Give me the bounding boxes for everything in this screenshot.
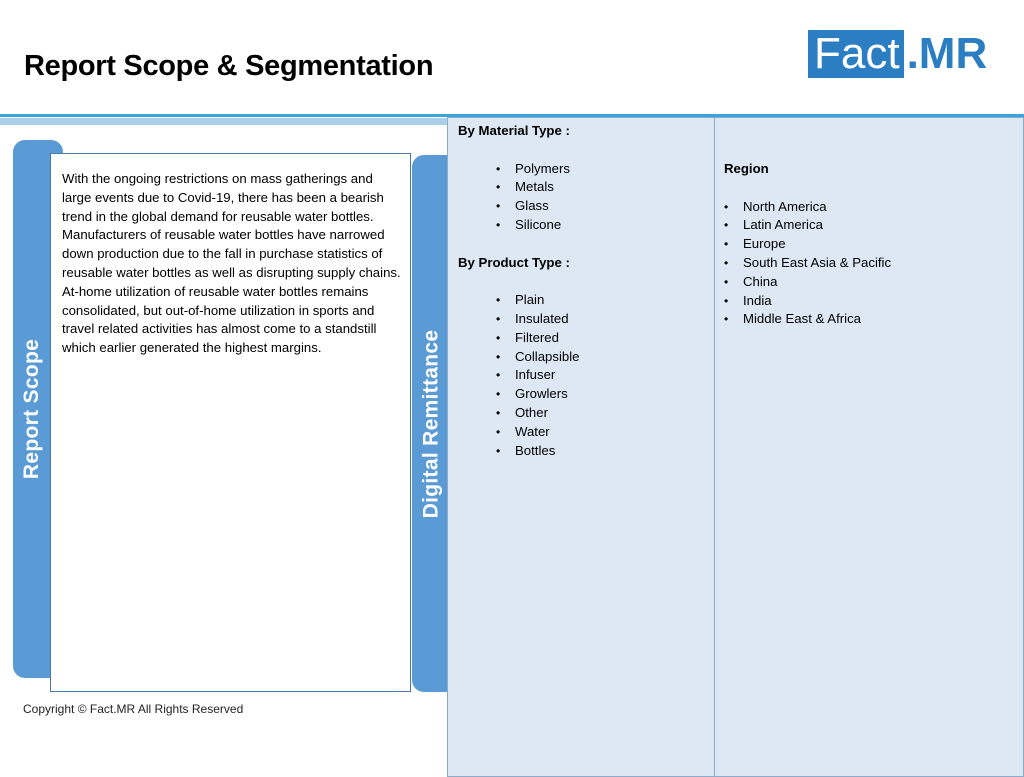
list-item: • Latin America [724, 216, 891, 235]
list-item: • Filtered [458, 329, 580, 348]
region-segments [724, 160, 891, 329]
product-type-list [458, 291, 580, 460]
list-item: • Collapsible [458, 348, 580, 367]
list-item: • North America [724, 198, 891, 217]
logo-fact-text: Fact [808, 30, 904, 78]
list-item: • Silicone [458, 216, 580, 235]
region-heading: Region [724, 161, 769, 176]
bullet-icon: • [496, 161, 501, 176]
bullet-icon: • [724, 274, 729, 289]
material-type-list [458, 160, 580, 235]
list-item: • Other [458, 404, 580, 423]
list-item: • India [724, 292, 891, 311]
material-type-heading: By Material Type : [458, 123, 570, 138]
report-scope-text: With the ongoing restrictions on mass gatherings and large events due to Covid-19, there has been a bearish trend in the global demand for reusable water bottles. Manufacturers of reusable water bottles have narrowed down production due to the fall in purchase statistics of reusable water bottles as well as disrupting supply chains. At-home utilization of reusable water bottles remains consolidated, but out-of-home utilization in sports and travel related activities has almost come to a standstill which earlier generated the highest margins. [62, 171, 401, 356]
factmr-logo [808, 30, 987, 78]
bullet-icon: • [496, 424, 501, 439]
bullet-icon: • [724, 312, 729, 327]
region-list [724, 198, 891, 330]
bullet-icon: • [496, 443, 501, 458]
list-item: • Europe [724, 235, 891, 254]
header-divider-shadow [0, 118, 448, 125]
page-title: Report Scope & Segmentation [24, 50, 434, 82]
bullet-icon: • [496, 180, 501, 195]
bullet-icon: • [496, 311, 501, 326]
list-item: • Bottles [458, 442, 580, 461]
copyright-notice: Copyright © Fact.MR All Rights Reserved [23, 702, 244, 716]
list-item: • Middle East & Africa [724, 310, 891, 329]
list-item: • Metals [458, 178, 580, 197]
list-item: • China [724, 273, 891, 292]
bullet-icon: • [496, 387, 501, 402]
digital-remittance-tab-label: Digital Remittance [419, 329, 443, 518]
bullet-icon: • [496, 330, 501, 345]
bullet-icon: • [724, 218, 729, 233]
bullet-icon: • [496, 368, 501, 383]
bullet-icon: • [496, 199, 501, 214]
list-item: • Infuser [458, 366, 580, 385]
list-item: • Glass [458, 197, 580, 216]
list-item: • Plain [458, 291, 580, 310]
report-scope-tab-label-wrap [13, 140, 51, 678]
bullet-icon: • [724, 255, 729, 270]
product-type-heading: By Product Type : [458, 254, 570, 270]
bullet-icon: • [496, 217, 501, 232]
list-item: • Polymers [458, 160, 580, 179]
report-scope-tab-label: Report Scope [20, 338, 43, 480]
bullet-icon: • [496, 293, 501, 308]
logo-mr-text: .MR [906, 29, 988, 78]
type-segments [458, 122, 580, 460]
bullet-icon: • [724, 293, 729, 308]
list-item: • South East Asia & Pacific [724, 254, 891, 273]
bullet-icon: • [496, 405, 501, 420]
bullet-icon: • [496, 349, 501, 364]
list-item: • Insulated [458, 310, 580, 329]
list-item: • Growlers [458, 385, 580, 404]
list-item: • Water [458, 423, 580, 442]
digital-remittance-tab-label-wrap [412, 155, 450, 692]
bullet-icon: • [724, 199, 729, 214]
bullet-icon: • [724, 237, 729, 252]
